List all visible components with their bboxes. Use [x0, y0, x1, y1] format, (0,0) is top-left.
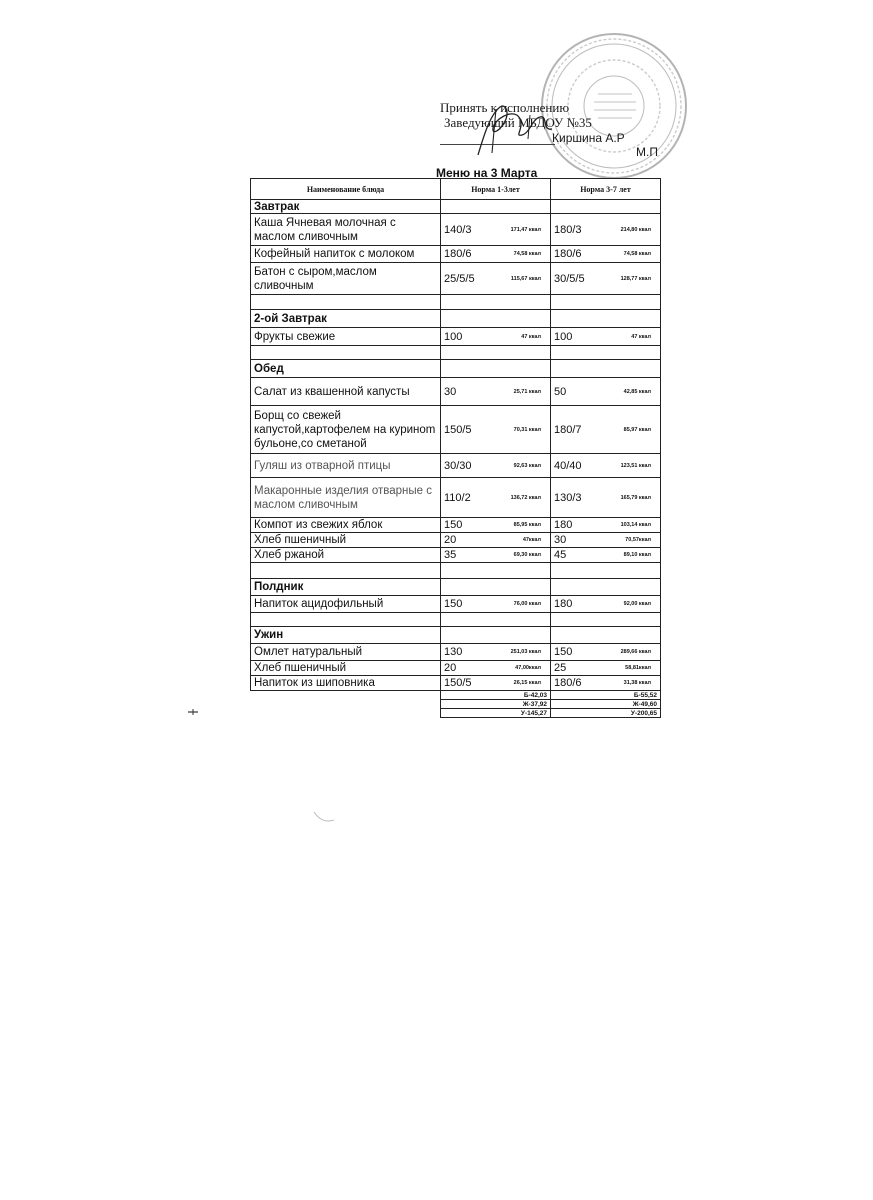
- portion-cell-norm-3-7: [551, 454, 661, 478]
- portion-grams: 20: [444, 662, 457, 674]
- empty-cell: [441, 563, 551, 579]
- empty-cell: [551, 360, 661, 378]
- handwritten-signature: [470, 95, 560, 165]
- portion-grams: 30: [444, 385, 457, 398]
- portion-cell-norm-3-7: [551, 378, 661, 406]
- portion-kcal: 85,95 ккал: [513, 522, 541, 528]
- portion-grams: 180: [554, 598, 573, 610]
- portion-cell-norm-3-7: [551, 214, 661, 246]
- portion-cell-norm-1-3: [441, 246, 551, 263]
- portion-kcal: 47ккал: [522, 537, 541, 543]
- portion-kcal: 25,71 ккал: [513, 388, 541, 395]
- dish-name: Напиток ацидофильный: [251, 596, 441, 613]
- total-value-1-3: Ж-37,92: [441, 700, 551, 709]
- portion-kcal: 136,72 ккал: [510, 494, 541, 501]
- section-title: Полдник: [251, 579, 441, 596]
- empty-cell: [441, 310, 551, 328]
- portion-kcal: 115,67 ккал: [510, 275, 541, 282]
- portion-grams: 130: [444, 646, 463, 658]
- portion-cell-norm-3-7: [551, 246, 661, 263]
- portion-cell-norm-3-7: [551, 533, 661, 548]
- dish-name: Хлеб пшеничный: [251, 533, 441, 548]
- portion-kcal: 47,00ккал: [515, 665, 541, 671]
- portion-kcal: 70,31 ккал: [513, 426, 541, 433]
- portion-cell-norm-3-7: [551, 328, 661, 346]
- dish-name: Хлеб ржаной: [251, 548, 441, 563]
- dish-row: [251, 214, 661, 246]
- totals-body: [251, 691, 661, 718]
- total-value-1-3: У-145,27: [441, 709, 551, 718]
- menu-table: [250, 178, 661, 718]
- portion-grams: 180/7: [554, 423, 582, 436]
- portion-grams: 110/2: [444, 491, 471, 504]
- dish-name: Батон с сыром,маслом сливочным: [251, 263, 441, 295]
- empty-cell: [551, 200, 661, 214]
- spacer-row: [251, 346, 661, 360]
- portion-grams: 20: [444, 534, 457, 546]
- section-title: Ужин: [251, 627, 441, 644]
- portion-grams: 30: [554, 534, 567, 546]
- table-header-row: [251, 179, 661, 200]
- dish-name: Омлет натуральный: [251, 644, 441, 661]
- portion-cell-norm-1-3: [441, 518, 551, 533]
- portion-grams: 30/5/5: [554, 272, 585, 285]
- signer-name: Киршина А.Р: [552, 131, 625, 145]
- column-header-norm-3-7: Норма 3-7 лет: [551, 179, 661, 200]
- portion-kcal: 103,14 ккал: [620, 522, 651, 528]
- portion-cell-norm-1-3: [441, 406, 551, 454]
- portion-kcal: 214,80 ккал: [620, 226, 651, 233]
- column-header-norm-1-3: Норма 1-3лет: [441, 179, 551, 200]
- scan-mark: [312, 810, 336, 824]
- portion-grams: 45: [554, 549, 567, 561]
- portion-kcal: 70,57ккал: [625, 537, 651, 543]
- spacer-row: [251, 613, 661, 627]
- dish-name: Компот из свежих яблок: [251, 518, 441, 533]
- portion-cell-norm-3-7: [551, 548, 661, 563]
- dish-row: [251, 328, 661, 346]
- dish-row: [251, 676, 661, 691]
- portion-grams: 150/5: [444, 677, 472, 689]
- dish-row: [251, 548, 661, 563]
- total-value-3-7: У-200,65: [551, 709, 661, 718]
- empty-cell: [551, 310, 661, 328]
- portion-grams: 180/6: [444, 248, 472, 260]
- section-row: [251, 200, 661, 214]
- empty-cell: [251, 346, 441, 360]
- portion-cell-norm-1-3: [441, 596, 551, 613]
- portion-grams: 130/3: [554, 491, 582, 504]
- portion-cell-norm-3-7: [551, 596, 661, 613]
- portion-cell-norm-3-7: [551, 406, 661, 454]
- portion-grams: 30/30: [444, 459, 472, 472]
- dish-row: [251, 478, 661, 518]
- portion-kcal: 58,81ккал: [625, 665, 651, 671]
- portion-cell-norm-1-3: [441, 478, 551, 518]
- portion-grams: 150: [444, 598, 463, 610]
- portion-cell-norm-3-7: [551, 644, 661, 661]
- portion-cell-norm-3-7: [551, 661, 661, 676]
- dish-row: [251, 596, 661, 613]
- portion-grams: 40/40: [554, 459, 582, 472]
- portion-kcal: 47 ккал: [631, 333, 651, 340]
- dish-row: [251, 406, 661, 454]
- portion-grams: 25/5/5: [444, 272, 475, 285]
- portion-kcal: 123,51 ккал: [620, 462, 651, 469]
- section-row: [251, 579, 661, 596]
- dish-name: Салат из квашенной капусты: [251, 378, 441, 406]
- portion-kcal: 42,85 ккал: [623, 388, 651, 395]
- dish-row: [251, 533, 661, 548]
- spacer-row: [251, 295, 661, 310]
- empty-cell: [551, 579, 661, 596]
- dish-row: [251, 644, 661, 661]
- section-title: 2-ой Завтрак: [251, 310, 441, 328]
- empty-cell: [441, 613, 551, 627]
- empty-cell: [551, 563, 661, 579]
- portion-grams: 180: [554, 519, 573, 531]
- portion-cell-norm-3-7: [551, 478, 661, 518]
- seal-place-label: М.П: [636, 145, 658, 159]
- dish-row: [251, 246, 661, 263]
- empty-cell: [441, 579, 551, 596]
- portion-grams: 180/6: [554, 248, 582, 260]
- portion-cell-norm-3-7: [551, 676, 661, 691]
- portion-cell-norm-1-3: [441, 378, 551, 406]
- portion-cell-norm-1-3: [441, 548, 551, 563]
- empty-cell: [441, 346, 551, 360]
- column-header-dish: Наименование блюда: [251, 179, 441, 200]
- portion-kcal: 85,97 ккал: [623, 426, 651, 433]
- portion-cell-norm-1-3: [441, 454, 551, 478]
- menu-title: Меню на 3 Марта: [436, 166, 538, 180]
- dish-row: [251, 263, 661, 295]
- dish-name: Каша Ячневая молочная с маслом сливочным: [251, 214, 441, 246]
- dish-name: Кофейный напиток с молоком: [251, 246, 441, 263]
- dish-row: [251, 454, 661, 478]
- menu-table-body: [251, 200, 661, 691]
- total-value-3-7: Ж-49,60: [551, 700, 661, 709]
- portion-kcal: 76,00 ккал: [513, 601, 541, 607]
- portion-grams: 35: [444, 549, 457, 561]
- dish-name: Гуляш из отварной птицы: [251, 454, 441, 478]
- portion-grams: 100: [444, 330, 463, 343]
- portion-kcal: 251,03 ккал: [510, 649, 541, 655]
- portion-cell-norm-1-3: [441, 661, 551, 676]
- portion-kcal: 171,47 ккал: [510, 226, 541, 233]
- scan-mark: [188, 709, 198, 715]
- portion-grams: 140/3: [444, 223, 472, 236]
- section-row: [251, 360, 661, 378]
- empty-cell: [551, 613, 661, 627]
- portion-kcal: 92,63 ккал: [513, 462, 541, 469]
- empty-cell: [251, 295, 441, 310]
- section-title: Обед: [251, 360, 441, 378]
- portion-kcal: 26,15 ккал: [513, 680, 541, 686]
- empty-cell: [551, 627, 661, 644]
- portion-kcal: 31,38 ккал: [623, 680, 651, 686]
- total-value-1-3: Б-42,03: [441, 691, 551, 700]
- portion-kcal: 92,00 ккал: [623, 601, 651, 607]
- portion-kcal: 74,58 ккал: [513, 251, 541, 257]
- approval-line-head: Заведующий МБДОУ №35: [444, 115, 592, 130]
- totals-row-protein: [251, 691, 661, 700]
- empty-cell: [441, 295, 551, 310]
- totals-row-fat: [251, 700, 661, 709]
- portion-cell-norm-1-3: [441, 676, 551, 691]
- portion-kcal: 128,77 ккал: [620, 275, 651, 282]
- portion-grams: 25: [554, 662, 567, 674]
- portion-grams: 180/3: [554, 223, 582, 236]
- portion-grams: 180/6: [554, 677, 582, 689]
- portion-grams: 150: [554, 646, 573, 658]
- empty-cell: [441, 200, 551, 214]
- dish-name: Напиток из шиповника: [251, 676, 441, 691]
- portion-kcal: 74,58 ккал: [623, 251, 651, 257]
- total-value-3-7: Б-55,52: [551, 691, 661, 700]
- portion-cell-norm-3-7: [551, 518, 661, 533]
- empty-cell: [551, 346, 661, 360]
- portion-grams: 150: [444, 519, 463, 531]
- portion-kcal: 165,79 ккал: [620, 494, 651, 501]
- portion-cell-norm-1-3: [441, 263, 551, 295]
- portion-cell-norm-1-3: [441, 328, 551, 346]
- dish-name: Хлеб пшеничный: [251, 661, 441, 676]
- portion-kcal: 47 ккал: [521, 333, 541, 340]
- dish-row: [251, 661, 661, 676]
- totals-spacer: [251, 709, 441, 718]
- portion-kcal: 69,30 ккал: [513, 552, 541, 558]
- empty-cell: [551, 295, 661, 310]
- totals-spacer: [251, 700, 441, 709]
- empty-cell: [441, 360, 551, 378]
- dish-name: Фрукты свежие: [251, 328, 441, 346]
- section-title: Завтрак: [251, 200, 441, 214]
- dish-name: Макаронные изделия отварные с маслом сливочным: [251, 478, 441, 518]
- portion-cell-norm-3-7: [551, 263, 661, 295]
- portion-kcal: 289,66 ккал: [620, 649, 651, 655]
- portion-cell-norm-1-3: [441, 644, 551, 661]
- portion-grams: 50: [554, 385, 567, 398]
- portion-kcal: 89,10 ккал: [623, 552, 651, 558]
- dish-row: [251, 378, 661, 406]
- section-row: [251, 310, 661, 328]
- portion-grams: 150/5: [444, 423, 472, 436]
- dish-name: Борщ со свежей капустой,картофелем на куриноm бульоне,со сметаной: [251, 406, 441, 454]
- section-row: [251, 627, 661, 644]
- portion-cell-norm-1-3: [441, 533, 551, 548]
- totals-spacer: [251, 691, 441, 700]
- empty-cell: [251, 613, 441, 627]
- approval-line-accept: Принять к исполнению: [440, 100, 570, 115]
- empty-cell: [441, 627, 551, 644]
- portion-cell-norm-1-3: [441, 214, 551, 246]
- empty-cell: [251, 563, 441, 579]
- spacer-row: [251, 563, 661, 579]
- totals-row-carbs: [251, 709, 661, 718]
- portion-grams: 100: [554, 330, 573, 343]
- dish-row: [251, 518, 661, 533]
